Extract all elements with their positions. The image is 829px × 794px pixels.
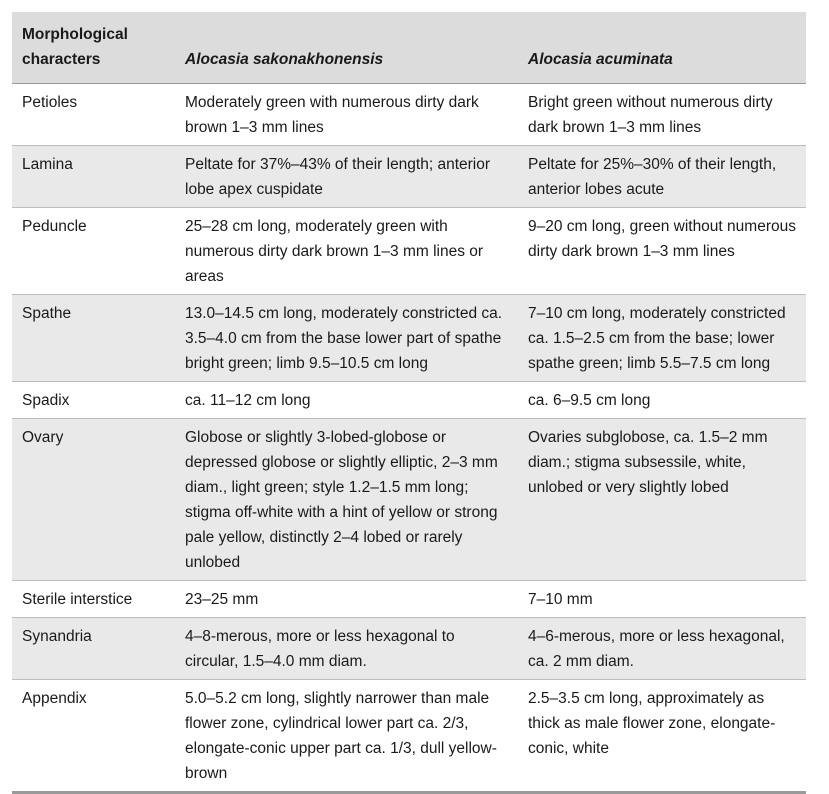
header-morphological-characters: Morphological characters — [12, 12, 175, 84]
row-sakonakhonensis-value: ca. 11–12 cm long — [175, 382, 518, 419]
row-acuminata-value: 7–10 cm long, moderately constricted ca. 1.5–2.5 cm from the base; lower spathe green; limb 5.5–7.5 cm long — [518, 295, 806, 382]
row-character: Spathe — [12, 295, 175, 382]
table-row — [12, 581, 806, 618]
row-sakonakhonensis-value: Globose or slightly 3-lobed-globose or depressed globose or slightly elliptic, 2–3 mm diam., light green; style 1.2–1.5 mm long; stigma off-white with a hint of yellow or strong pale yellow, distinctly 2–4 lobed or rarely unlobed — [175, 419, 518, 581]
row-sakonakhonensis-value: 5.0–5.2 cm long, slightly narrower than male flower zone, cylindrical lower part ca. 2/3, elongate-conic upper part ca. 1/3, dull yellow-brown — [175, 680, 518, 793]
row-acuminata-value: Ovaries subglobose, ca. 1.5–2 mm diam.; stigma subsessile, white, unlobed or very slightly lobed — [518, 419, 806, 581]
table-row — [12, 382, 806, 419]
row-acuminata-value: 9–20 cm long, green without numerous dirty dark brown 1–3 mm lines — [518, 208, 806, 295]
table-row — [12, 419, 806, 581]
table-row — [12, 84, 806, 146]
row-acuminata-value: 2.5–3.5 cm long, approximately as thick as male flower zone, elongate-conic, white — [518, 680, 806, 793]
row-sakonakhonensis-value: 25–28 cm long, moderately green with numerous dirty dark brown 1–3 mm lines or areas — [175, 208, 518, 295]
row-sakonakhonensis-value: 13.0–14.5 cm long, moderately constricted ca. 3.5–4.0 cm from the base lower part of spathe bright green; limb 9.5–10.5 cm long — [175, 295, 518, 382]
row-acuminata-value: Peltate for 25%–30% of their length, anterior lobes acute — [518, 146, 806, 208]
row-character: Appendix — [12, 680, 175, 793]
table-row — [12, 618, 806, 680]
row-character: Peduncle — [12, 208, 175, 295]
row-sakonakhonensis-value: Moderately green with numerous dirty dark brown 1–3 mm lines — [175, 84, 518, 146]
row-acuminata-value: 4–6-merous, more or less hexagonal, ca. 2 mm diam. — [518, 618, 806, 680]
row-acuminata-value: 7–10 mm — [518, 581, 806, 618]
table-row — [12, 146, 806, 208]
row-character: Spadix — [12, 382, 175, 419]
comparison-table-container — [12, 12, 806, 794]
header-alocasia-acuminata: Alocasia acuminata — [518, 12, 806, 84]
row-character: Sterile interstice — [12, 581, 175, 618]
table-row — [12, 680, 806, 793]
row-character: Petioles — [12, 84, 175, 146]
comparison-table — [12, 12, 806, 794]
row-character: Synandria — [12, 618, 175, 680]
row-sakonakhonensis-value: Peltate for 37%–43% of their length; anterior lobe apex cuspidate — [175, 146, 518, 208]
table-row — [12, 208, 806, 295]
row-acuminata-value: Bright green without numerous dirty dark brown 1–3 mm lines — [518, 84, 806, 146]
table-row — [12, 295, 806, 382]
row-sakonakhonensis-value: 4–8-merous, more or less hexagonal to circular, 1.5–4.0 mm diam. — [175, 618, 518, 680]
row-sakonakhonensis-value: 23–25 mm — [175, 581, 518, 618]
row-character: Ovary — [12, 419, 175, 581]
row-acuminata-value: ca. 6–9.5 cm long — [518, 382, 806, 419]
header-alocasia-sakonakhonensis: Alocasia sakonakhonensis — [175, 12, 518, 84]
table-header-row — [12, 12, 806, 84]
row-character: Lamina — [12, 146, 175, 208]
